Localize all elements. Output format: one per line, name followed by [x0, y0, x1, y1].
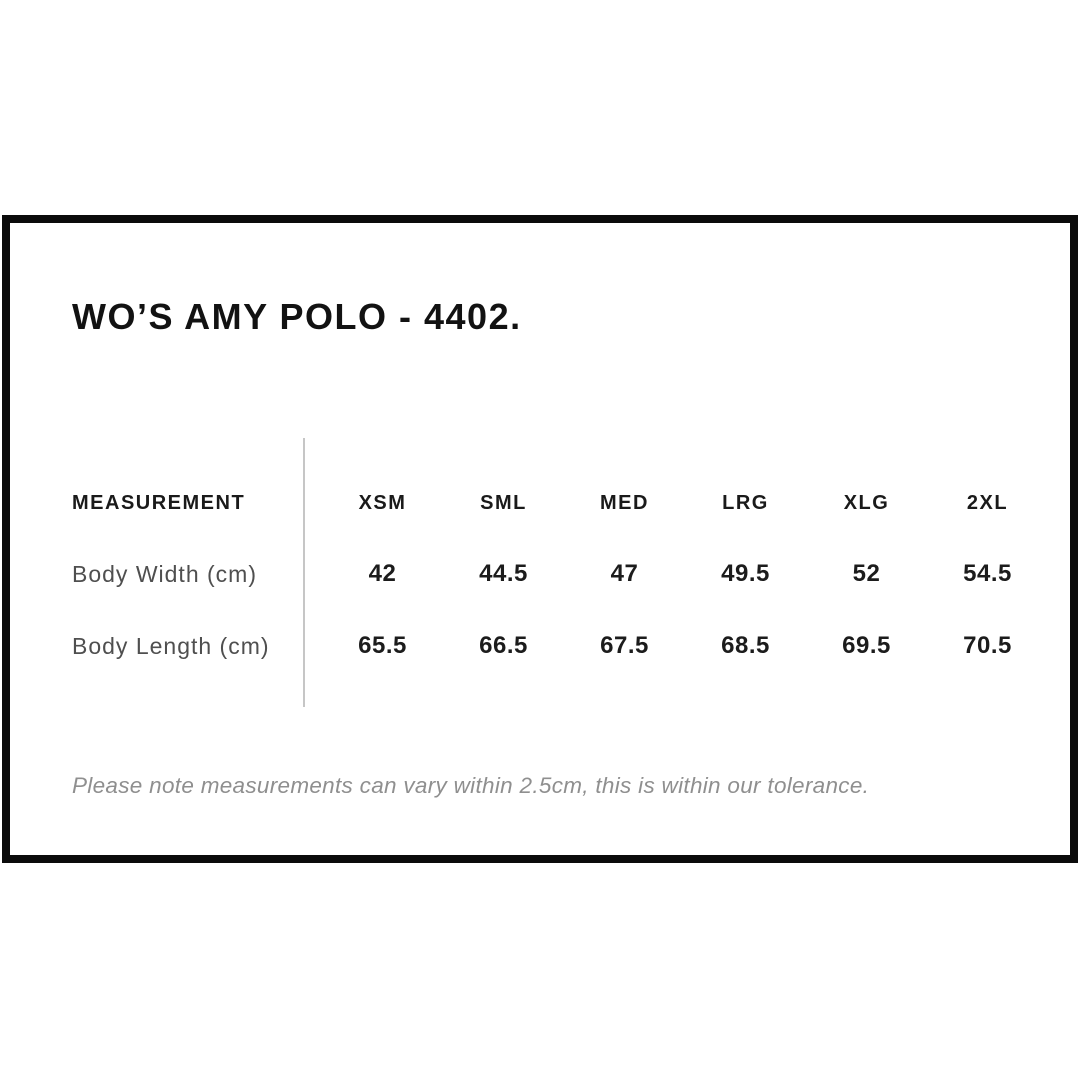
size-header-cells — [322, 489, 1048, 517]
body-length-value-lrg: 68.5 — [721, 632, 770, 659]
body-length-value-2xl: 70.5 — [963, 632, 1012, 659]
tolerance-note: Please note measurements can vary within 2.5cm, this is within our tolerance. — [72, 773, 870, 798]
body-width-value-xlg: 52 — [852, 560, 881, 587]
product-title: WO’S AMY POLO - 4402. — [72, 296, 522, 337]
row-label-body-width: Body Width (cm) — [72, 561, 257, 587]
body-length-value-med: 67.5 — [600, 632, 649, 659]
body-width-value-cells — [322, 560, 1048, 588]
size-header-xsm: XSM — [358, 492, 407, 514]
measurement-column-header: MEASUREMENT — [72, 492, 246, 514]
size-chart-frame — [2, 215, 1078, 863]
size-header-sml: SML — [480, 492, 527, 514]
body-length-value-cells — [322, 632, 1048, 660]
size-header-lrg: LRG — [722, 492, 769, 514]
body-width-value-med: 47 — [610, 560, 639, 587]
size-header-xlg: XLG — [843, 492, 890, 514]
body-width-value-sml: 44.5 — [479, 560, 528, 587]
body-width-value-2xl: 54.5 — [963, 560, 1012, 587]
body-width-value-lrg: 49.5 — [721, 560, 770, 587]
size-header-2xl: 2XL — [966, 492, 1009, 514]
row-label-body-length: Body Length (cm) — [72, 633, 270, 659]
table-row-body-length — [10, 632, 1070, 660]
size-header-med: MED — [600, 492, 649, 514]
body-length-value-sml: 66.5 — [479, 632, 528, 659]
body-length-value-xsm: 65.5 — [358, 632, 407, 659]
body-width-value-xsm: 42 — [368, 560, 397, 587]
table-header-row — [10, 489, 1070, 517]
body-length-value-xlg: 69.5 — [842, 632, 891, 659]
table-row-body-width — [10, 560, 1070, 588]
